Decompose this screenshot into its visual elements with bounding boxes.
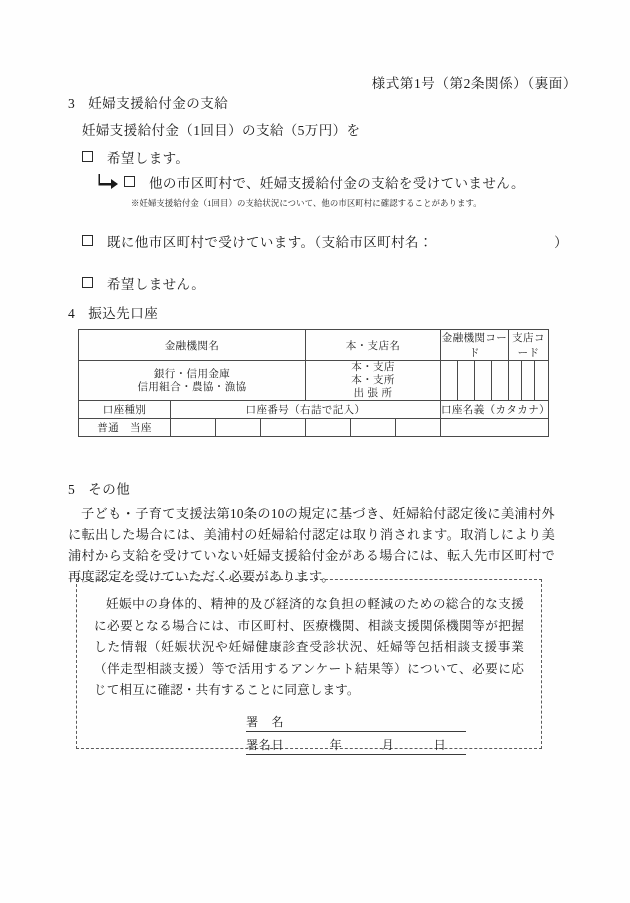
checkbox-icon[interactable] [82, 151, 93, 162]
institution-kind-line-2: 信用組合・農協・漁協 [137, 381, 247, 393]
account-number-cell[interactable] [171, 419, 216, 437]
branch-code-cell[interactable] [509, 361, 522, 401]
checkbox-icon[interactable] [124, 176, 135, 187]
section-5-number: 5 [68, 482, 76, 497]
section-5-heading [68, 478, 568, 498]
institution-code-cell[interactable] [475, 361, 492, 401]
branch-kind-line-2: 本・支所 [351, 375, 395, 386]
consent-statement-text: 妊娠中の身体的、精神的及び経済的な負担の軽減のための総合的な支援に必要となる場合には、市区町村、医療機関、相談支援関係機関等が把握した情報（妊娠状況や妊婦健康診査受診状況、妊婦等包括相談支援事業（伴走型相談支援）等で活用するアンケート結果等）について、必要に応じて相互に確認・共有することに同意します。 [94, 597, 524, 697]
header-branch-code: 支店コード [509, 330, 549, 361]
section-3-number: 3 [68, 96, 76, 111]
header-account-type: 口座種別 [79, 401, 171, 419]
checkbox-option-wish[interactable] [82, 147, 568, 167]
section-4-bank-account [68, 302, 568, 437]
consent-statement [94, 594, 524, 702]
account-number-cell[interactable] [396, 419, 441, 437]
table-row-account-entry [79, 419, 549, 437]
form-header: 様式第1号（第2条関係）（裏面） [371, 76, 577, 91]
table-row-headers [79, 330, 549, 361]
signature-row[interactable] [246, 713, 466, 732]
institution-code-cell[interactable] [458, 361, 475, 401]
branch-code-cell[interactable] [522, 361, 535, 401]
bank-account-table [78, 329, 549, 437]
checkbox-icon[interactable] [82, 235, 93, 246]
section-4-number: 4 [68, 306, 76, 321]
corner-arrow-icon [98, 173, 120, 189]
date-unit-day: 日 [433, 737, 447, 752]
institution-code-cell[interactable] [441, 361, 458, 401]
section-3-heading [68, 92, 568, 112]
header-branch-name: 本・支店名 [306, 330, 441, 361]
section-4-title: 振込先口座 [88, 306, 159, 321]
header-institution-name: 金融機関名 [79, 330, 306, 361]
checkbox-option-not-received-label: 他の市区町村で、妊婦支援給付金の支給を受けていません。 [149, 176, 525, 191]
table-row-account-headers [79, 401, 549, 419]
section-3-title: 妊婦支援給付金の支給 [88, 96, 229, 111]
consent-box [76, 579, 542, 752]
header-institution-code: 金融機関コード [441, 330, 509, 361]
account-number-cell[interactable] [216, 419, 261, 437]
branch-kind-line-3: 出 張 所 [353, 388, 393, 399]
signature-label: 署 名 [246, 714, 285, 729]
header-account-number: 口座番号（右詰で記入） [171, 401, 441, 419]
date-unit-year: 年 [329, 737, 343, 752]
account-number-cell[interactable] [351, 419, 396, 437]
section-5-other [68, 478, 568, 587]
municipality-name-input-line[interactable]: ） [554, 235, 568, 250]
account-number-cell[interactable] [306, 419, 351, 437]
section-3-note: ※妊婦支援給付金（1回目）の支給状況について、他の市区町村に確認することがあります。 [131, 199, 482, 208]
branch-code-cell[interactable] [535, 361, 549, 401]
signature-date-label: 署名日 [246, 737, 285, 752]
institution-code-cell[interactable] [492, 361, 509, 401]
institution-kind-line-1: 銀行・信用金庫 [153, 368, 231, 380]
checkbox-option-decline-label: 希望しません。 [107, 277, 206, 292]
checkbox-icon[interactable] [82, 277, 93, 288]
table-row-institution-entry [79, 361, 549, 401]
account-number-cell[interactable] [261, 419, 306, 437]
checkbox-option-decline[interactable] [82, 273, 568, 293]
section-3-lead-text: 妊婦支援給付金（1回目）の支給（5万円）を [82, 123, 361, 138]
checkbox-option-not-received-elsewhere[interactable] [98, 172, 568, 192]
checkbox-option-already-received-label: 既に他市区町村で受けています。（支給市区町村名： [107, 235, 433, 250]
cell-account-types[interactable]: 普通 当座 [79, 419, 171, 437]
branch-kind-line-1: 本・支店 [351, 362, 395, 373]
checkbox-option-wish-label: 希望します。 [107, 151, 190, 166]
cell-branch-kinds[interactable] [306, 361, 441, 401]
cell-institution-kinds[interactable] [79, 361, 306, 401]
date-unit-group[interactable] [284, 736, 466, 753]
checkbox-option-already-received[interactable] [82, 231, 568, 251]
date-unit-month: 月 [381, 737, 395, 752]
section-5-title: その他 [88, 482, 131, 497]
section-5-body [68, 503, 555, 587]
signature-date-row[interactable] [246, 736, 466, 755]
header-account-holder: 口座名義（カタカナ） [441, 401, 549, 419]
cell-account-holder-entry[interactable] [441, 419, 549, 437]
section-3-benefit-payment [68, 92, 568, 293]
signature-block [246, 713, 466, 755]
section-5-body-text: 子ども・子育て支援法第10条の10の規定に基づき、妊婦給付認定後に美浦村外に転出した場合には、美浦村の妊婦給付認定は取り消されます。取消しにより美浦村から支給を受けていない妊婦支援給付金がある場合には、転入先市区町村で再度認定を受けていただく必要があります。 [68, 506, 555, 584]
section-4-heading [68, 302, 568, 322]
